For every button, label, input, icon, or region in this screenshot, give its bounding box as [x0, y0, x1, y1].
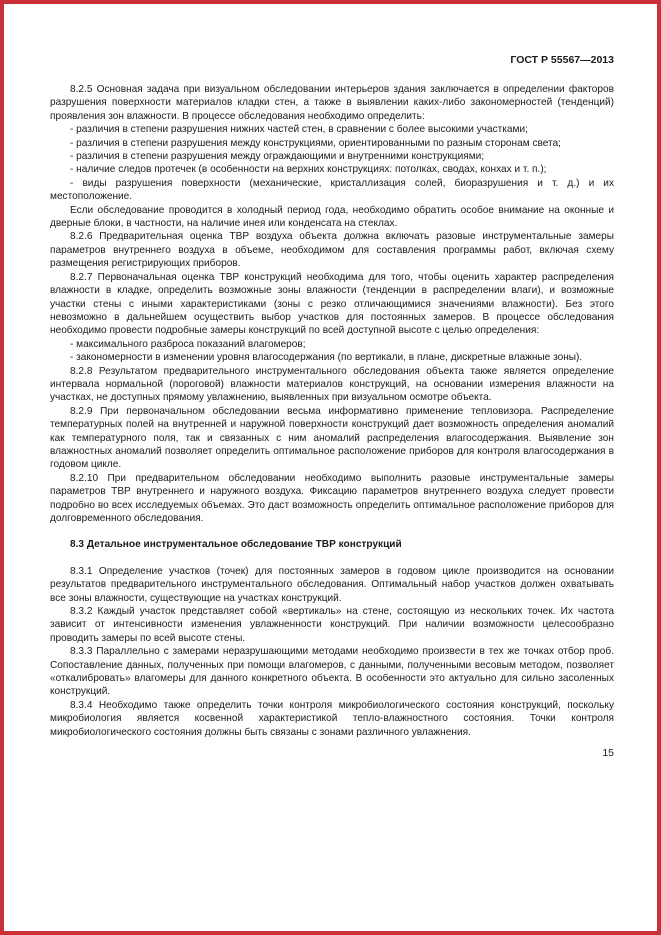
paragraph-8-2-10: 8.2.10 При предварительном обследовании необходимо выполнить разовые инструментальные замеры параметров ТВР внутреннего и наружного воздуха. Фиксацию параметров внутреннего воздуха следует провести подробно во всех исследуемых объемах. Это даст возможность определить оптимальное расположение приборов для долговременного обследования. — [50, 472, 614, 524]
paragraph-8-2-9: 8.2.9 При первоначальном обследовании весьма информативно применение тепловизора. Распределение температурных полей на внутренней и наружной поверхности конструкций дает возможность определения аномалий как температурного поля, так и связанных с ним аномалий распределения влагосодержания. Выявление зон влажностных аномалий позволяет определить оптимальное расположение приборов для контроля влагосодержания в годовом цикле. — [50, 405, 614, 471]
list-item: - различия в степени разрушения между ограждающими и внутренними конструкциями; — [70, 151, 485, 163]
list-item: - закономерности в изменении уровня влагосодержания (по вертикали, в плане, дискретные влажные зоны). — [70, 352, 583, 364]
list-item: - максимального разброса показаний влагомеров; — [70, 338, 306, 350]
paragraph-8-3-1: 8.3.1 Определение участков (точек) для постоянных замеров в годовом цикле производится на основании результатов предварительного инструментального обследования. Оптимальный набор участков должен охватывать все зоны влажности, существующие на участках конструкций. — [50, 565, 614, 604]
paragraph-8-2-8: 8.2.8 Результатом предварительного инструментального обследования объекта также является определение интервала нормальной (пороговой) влажности материалов конструкций, на основании измерения влажности на участках, не доступных прямому увлажнению, выявленных при визуальном осмотре объекта. — [50, 365, 614, 404]
paragraph-8-2-7: 8.2.7 Первоначальная оценка ТВР конструкций необходима для того, чтобы оценить характер распределения влажности в кладке, определить возможные зоны влажности (тенденции в распределении влаги), и возможные участки стены с иными характеристиками (зоны с резко отличающимися значениями влажности). Без этого невозможно в дальнейшем осуществить выбор участков для постоянных замеров. В процессе обследования необходимо провести подробные замеры конструкций по всей доступной высоте с целью определения: — [50, 271, 614, 337]
list-item: - виды разрушения поверхности (механические, кристаллизация солей, биоразрушения и т. д.) и их местоположение. — [50, 177, 614, 203]
document-header — [50, 54, 614, 66]
paragraph-8-3-2: 8.3.2 Каждый участок представляет собой «вертикаль» на стене, состоящую из нескольких точек. Их частота зависит от интенсивности изменения увлажненности конструкций. При наличии возможности целесообразно проводить замеры по всей высоте стены. — [50, 606, 614, 644]
document-body — [50, 83, 614, 739]
paragraph-8-2-6: 8.2.6 Предварительная оценка ТВР воздуха объекта должна включать разовые инструментальные замеры параметров внутреннего воздуха в объеме, необходимом для составления программы работ, включая схему размещения регистрирующих приборов. — [50, 231, 614, 270]
section-heading-8-3: 8.3 Детальное инструментальное обследование ТВР конструкций — [70, 539, 402, 551]
paragraph-8-3-4: 8.3.4 Необходимо также определить точки контроля микробиологического состояния конструкций, поскольку микробиология является косвенной характеристикой тепло-влажностного состояния. Точки контроля микробиологического состояния должны быть связаны с зонами различного увлажнения. — [50, 699, 614, 738]
document-footer — [50, 747, 614, 759]
document-number: ГОСТ Р 55567—2013 — [510, 54, 614, 66]
page-number: 15 — [602, 747, 614, 760]
list-item: - различия в степени разрушения нижних частей стен, в сравнении с более высокими участками; — [70, 124, 528, 136]
paragraph-8-3-3: 8.3.3 Параллельно с замерами неразрушающими методами необходимо произвести в тех же точках отбор проб. Сопоставление данных, полученных при помощи влагомеров, с данными, полученными весовым методом, позволяет «откалибровать» влагомеры для данного конкретного объекта. В особенности это актуально для сильно засоленных конструкций. — [50, 646, 614, 698]
page-content-area — [4, 4, 657, 759]
paragraph: Если обследование проводится в холодный период года, необходимо обратить особое внимание на оконные и дверные блоки, в частности, на наличие инея или конденсата на стеклах. — [50, 204, 614, 230]
list-item: - различия в степени разрушения между конструкциями, ориентированными по разным сторонам света; — [70, 137, 561, 149]
list-item: - наличие следов протечек (в особенности на верхних конструкциях: потолках, сводах, конхах и т. п.); — [70, 164, 547, 176]
paragraph-8-2-5: 8.2.5 Основная задача при визуальном обследовании интерьеров здания заключается в определении факторов разрушения поверхности материалов кладки стен, а также в выявлении каких-либо закономерностей (тенденций) проявления зон влажности. В процессе обследования необходимо определить: — [50, 84, 614, 122]
